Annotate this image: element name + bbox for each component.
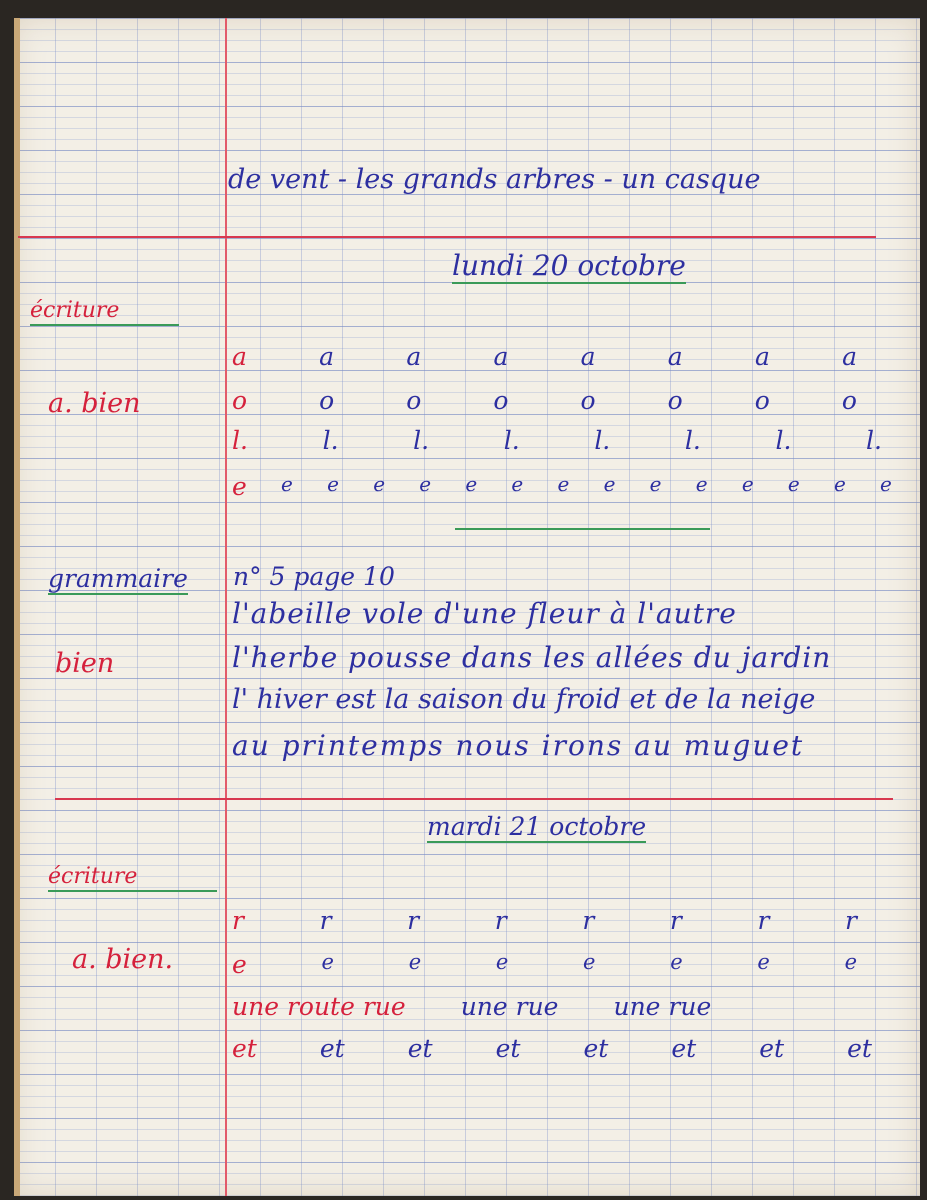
letter: a (319, 342, 335, 371)
grammaire-line-1: l'abeille vole d'une fleur à l'autre (232, 597, 737, 630)
day1-grammaire-heading: n° 5 page 10 (233, 562, 395, 591)
word: et (319, 1034, 345, 1063)
letter: e (787, 472, 800, 496)
day1-ecriture-row-a (232, 342, 857, 371)
letter: a (754, 342, 770, 371)
letter: e (321, 950, 334, 974)
day1-ecriture-row-e (232, 472, 892, 501)
section-divider-2 (55, 798, 893, 800)
grammaire-line-3: l' hiver est la saison du froid et de la neige (232, 684, 816, 715)
grammaire-line-2: l'herbe pousse dans les allées du jardin (232, 641, 832, 674)
phrase: une rue (460, 992, 559, 1021)
margin-line (225, 18, 227, 1196)
word: et (583, 1034, 609, 1063)
word: et (232, 1034, 257, 1063)
letter: l. (413, 426, 430, 455)
letter: a (667, 342, 683, 371)
letter: e (419, 472, 432, 496)
letter: e (670, 950, 683, 974)
word: et (759, 1034, 785, 1063)
top-line-text: de vent - les grands arbres - un casque (228, 164, 761, 195)
day1-separator-green (455, 528, 710, 530)
letter: r (494, 906, 507, 935)
letter: a (580, 342, 596, 371)
letter: a (842, 342, 857, 371)
letter: e (281, 472, 293, 496)
letter: o (319, 386, 335, 415)
letter: o (232, 386, 248, 415)
letter: e (757, 950, 770, 974)
day2-ecriture-row-et (232, 1034, 872, 1063)
letter: e (495, 950, 509, 974)
letter: o (406, 386, 422, 415)
letter: e (880, 472, 892, 496)
letter: l. (775, 426, 792, 455)
letter: l. (684, 426, 701, 455)
letter: e (741, 472, 754, 496)
letter: r (669, 906, 682, 935)
letter: a (406, 342, 422, 371)
day2-ecriture-label: écriture (48, 866, 217, 892)
day2-ecriture-row-r (232, 906, 857, 935)
letter: e (232, 472, 247, 501)
letter: e (649, 472, 662, 496)
letter: a (232, 342, 247, 371)
day1-ecriture-grade: a. bien (48, 388, 141, 419)
day1-ecriture-row-o (232, 386, 857, 415)
day2-ecriture-row-e (232, 950, 857, 979)
letter: r (319, 906, 332, 935)
letter: e (557, 472, 570, 496)
letter: e (695, 472, 708, 496)
day1-grammaire-label: grammaire (48, 564, 188, 593)
letter: e (465, 472, 478, 496)
day1-ecriture-label: écriture (30, 300, 179, 326)
letter: r (232, 906, 244, 935)
letter: l. (594, 426, 611, 455)
grammaire-line-4: au printemps nous irons au muguet (232, 729, 805, 762)
word: et (407, 1034, 433, 1063)
letter: l. (503, 426, 520, 455)
letter: e (408, 950, 422, 974)
day2-ecriture-row-une-rue (232, 992, 832, 1021)
letter: e (603, 472, 616, 496)
letter: o (493, 386, 509, 415)
word: et (671, 1034, 697, 1063)
word: et (495, 1034, 521, 1063)
letter: r (407, 906, 420, 935)
section-divider-1 (18, 236, 876, 238)
letter: e (844, 950, 857, 974)
letter: e (583, 950, 596, 974)
letter: l. (322, 426, 339, 455)
letter: l. (232, 426, 248, 455)
letter: r (845, 906, 857, 935)
letter: l. (866, 426, 882, 455)
letter: e (511, 472, 524, 496)
phrase: une rue (613, 992, 712, 1021)
letter: o (754, 386, 770, 415)
day1-ecriture-row-l (232, 426, 882, 455)
letter: r (582, 906, 595, 935)
letter: e (327, 472, 339, 496)
day1-grammaire-grade: bien (55, 648, 115, 679)
letter: e (232, 950, 247, 979)
letter: r (757, 906, 770, 935)
letter: e (833, 472, 846, 496)
letter: a (493, 342, 509, 371)
word: et (847, 1034, 872, 1063)
phrase: une route rue (232, 992, 406, 1021)
letter: o (667, 386, 683, 415)
letter: o (841, 386, 857, 415)
letter: e (373, 472, 386, 496)
day1-date: lundi 20 octobre (452, 249, 686, 282)
day2-date: mardi 21 octobre (427, 812, 647, 841)
letter: o (580, 386, 596, 415)
day2-ecriture-grade: a. bien. (72, 944, 174, 975)
